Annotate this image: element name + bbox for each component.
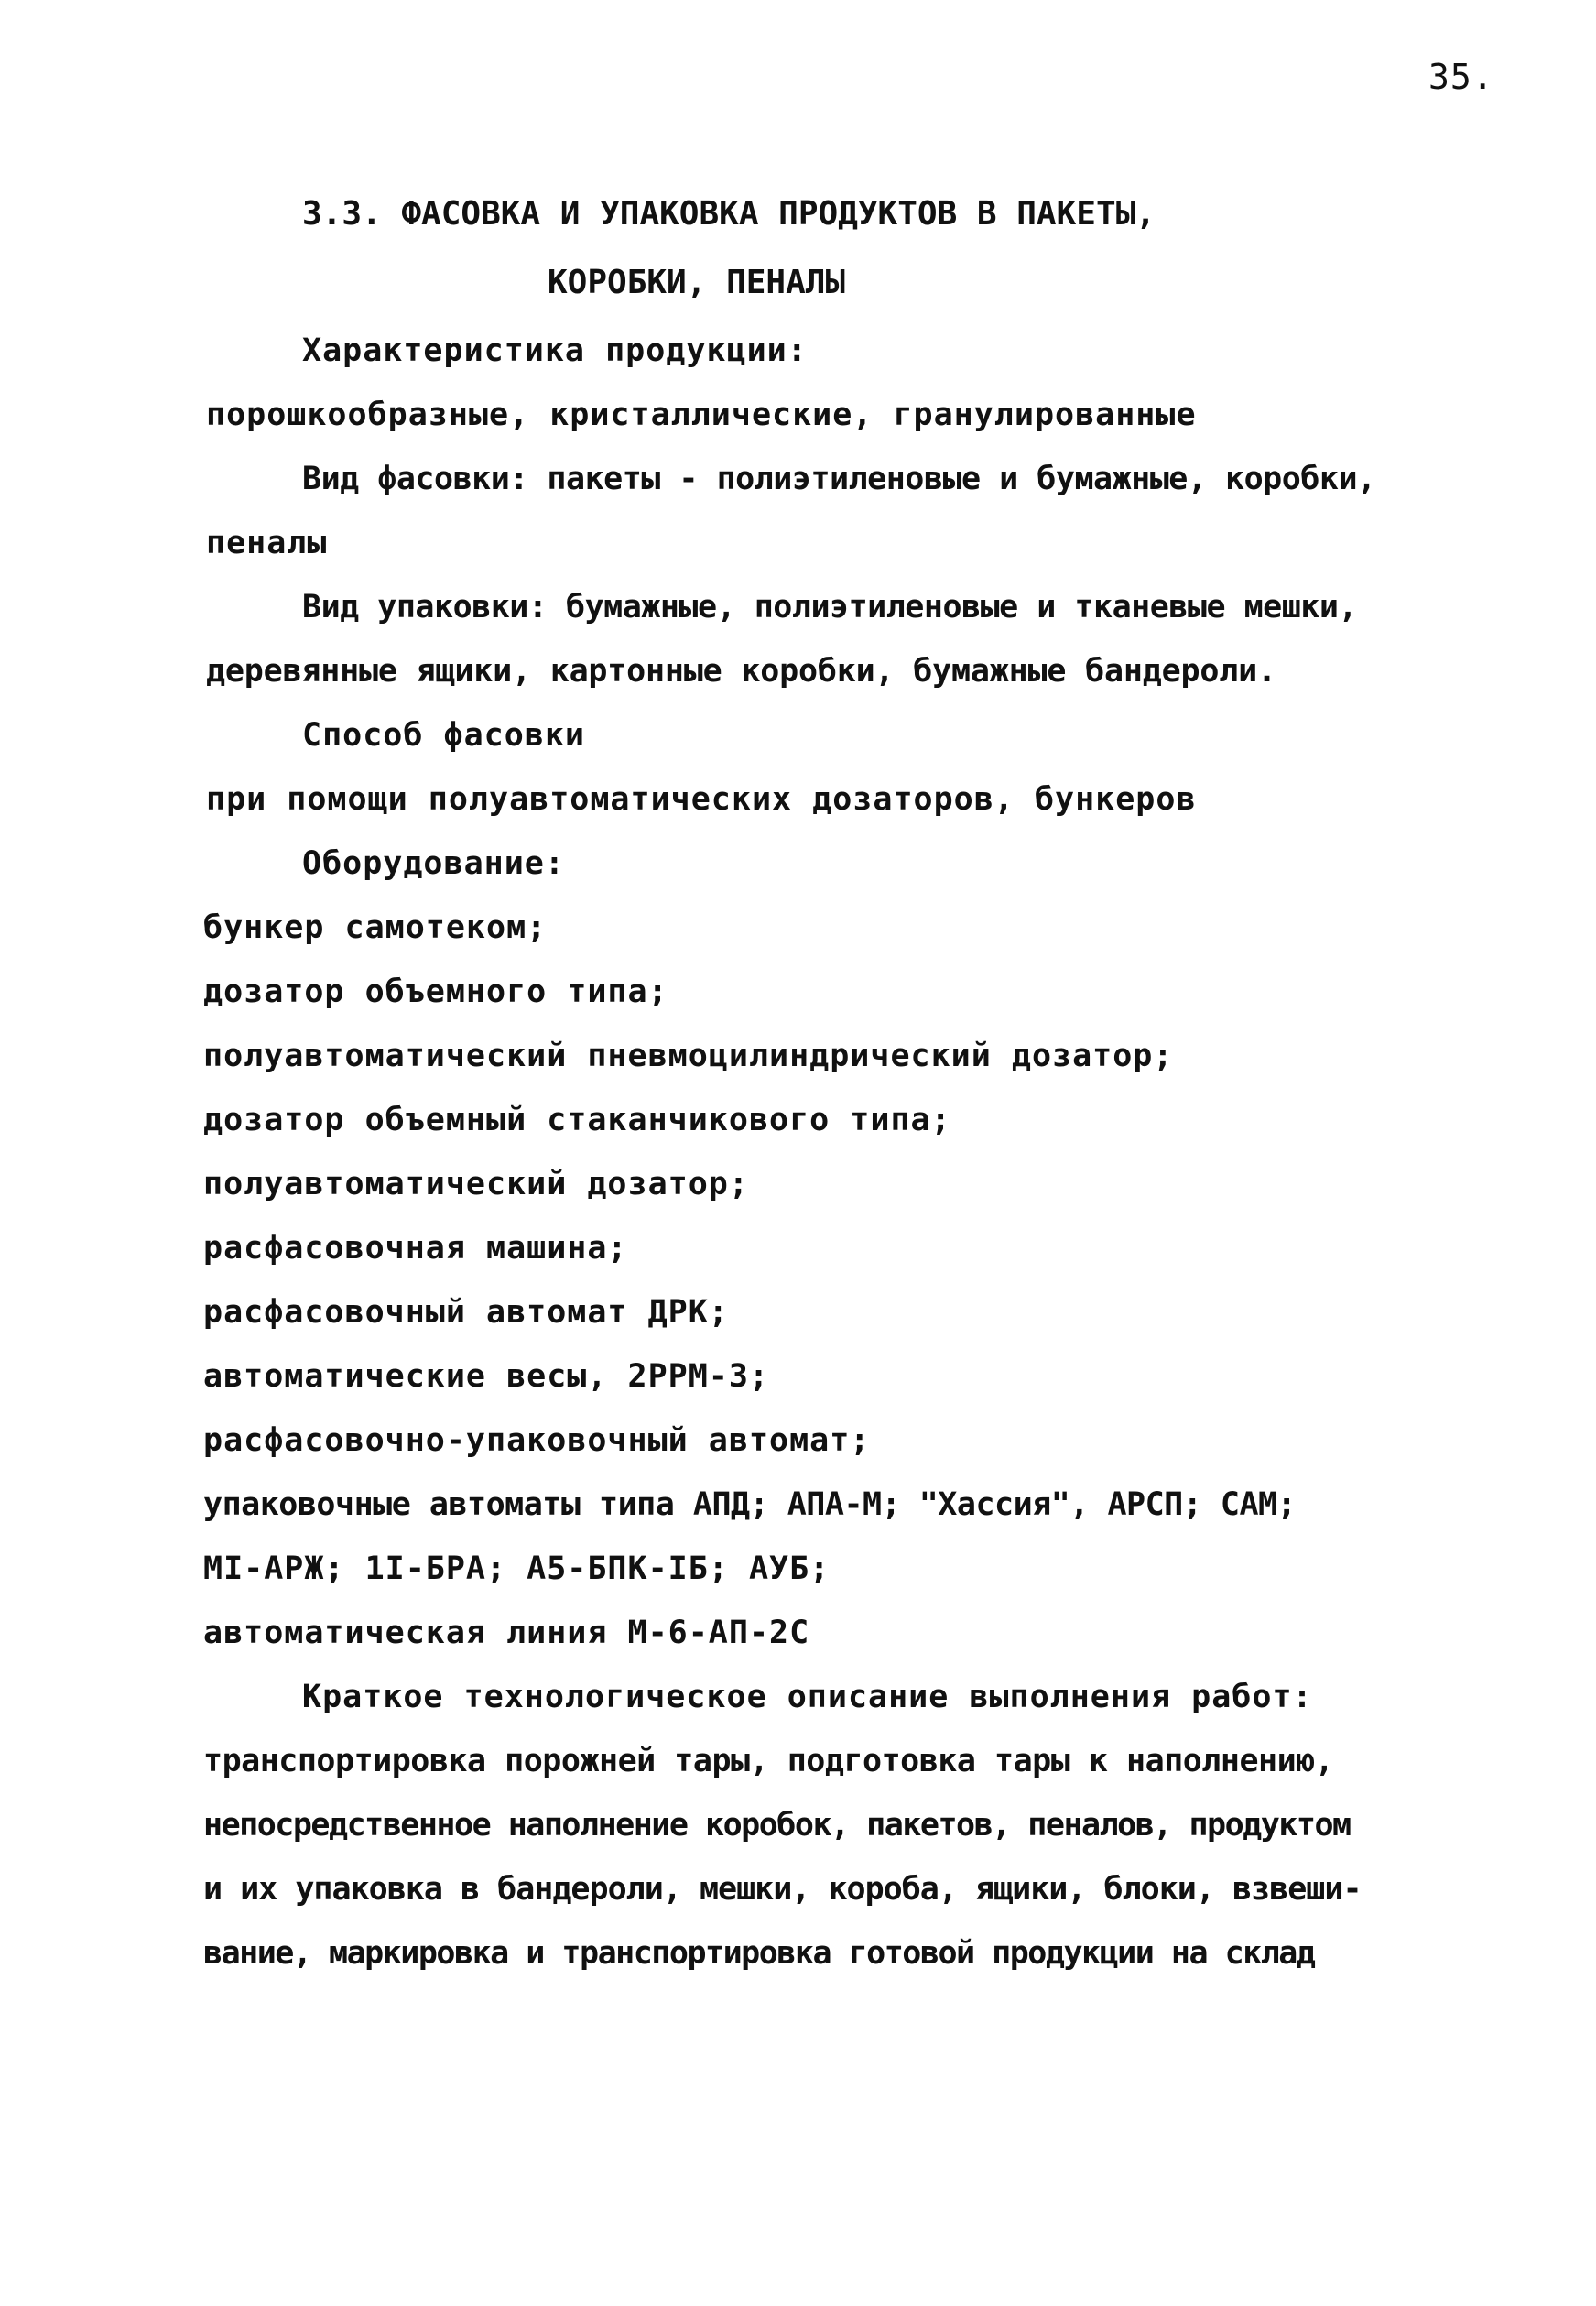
description-line: непосредственное наполнение коробок, пакетов, пеналов, продуктом (203, 1807, 1351, 1844)
packing-type-line-1: Вид фасовки: пакеты - полиэтиленовые и бумажные, коробки, (302, 461, 1376, 497)
description-line: Краткое технологическое описание выполнения работ: (302, 1679, 1313, 1715)
equipment-item: полуавтоматический дозатор; (203, 1166, 749, 1202)
equipment-item: автоматическая линия М-6-АП-2С (203, 1615, 810, 1651)
product-characteristics-label: Характеристика продукции: (302, 332, 808, 369)
product-characteristics-text: порошкообразные, кристаллические, гранулированные (206, 397, 1197, 433)
equipment-item: полуавтоматический пневмоцилиндрический дозатор; (203, 1038, 1174, 1074)
packing-type-line-2: пеналы (206, 525, 328, 561)
section-heading-line-1: 3.3. ФАСОВКА И УПАКОВКА ПРОДУКТОВ В ПАКЕТЫ, (302, 195, 1156, 233)
description-line: вание, маркировка и транспортировка готовой продукции на склад (203, 1935, 1315, 1972)
equipment-item: бункер самотеком; (203, 909, 548, 946)
equipment-item: автоматические весы, 2РРМ-3; (203, 1358, 770, 1395)
equipment-item: расфасовочный автомат ДРК; (203, 1294, 729, 1331)
section-heading-line-2: КОРОБКИ, ПЕНАЛЫ (548, 264, 846, 301)
equipment-label: Оборудование: (302, 845, 565, 882)
page-number: 35. (1428, 57, 1494, 97)
packing-method-label: Способ фасовки (302, 717, 586, 754)
equipment-item: расфасовочно-упаковочный автомат; (203, 1422, 871, 1459)
equipment-item: упаковочные автоматы типа АПД; АПА-М; "Хассия", АРСП; САМ; (203, 1486, 1297, 1523)
packing-method-text: при помощи полуавтоматических дозаторов, бункеров (206, 781, 1197, 818)
packaging-type-line-1: Вид упаковки: бумажные, полиэтиленовые и тканевые мешки, (302, 589, 1358, 625)
description-line: транспортировка порожней тары, подготовка тары к наполнению, (203, 1743, 1334, 1779)
packaging-type-line-2: деревянные ящики, картонные коробки, бумажные бандероли. (206, 653, 1276, 690)
equipment-item: дозатор объемного типа; (203, 974, 668, 1010)
equipment-item: МI-АРЖ; 1I-БРА; А5-БПК-IБ; АУБ; (203, 1550, 831, 1587)
description-line: и их упаковка в бандероли, мешки, короба, ящики, блоки, взвеши- (203, 1871, 1362, 1908)
equipment-item: расфасовочная машина; (203, 1230, 628, 1267)
equipment-item: дозатор объемный стаканчикового типа; (203, 1102, 951, 1138)
